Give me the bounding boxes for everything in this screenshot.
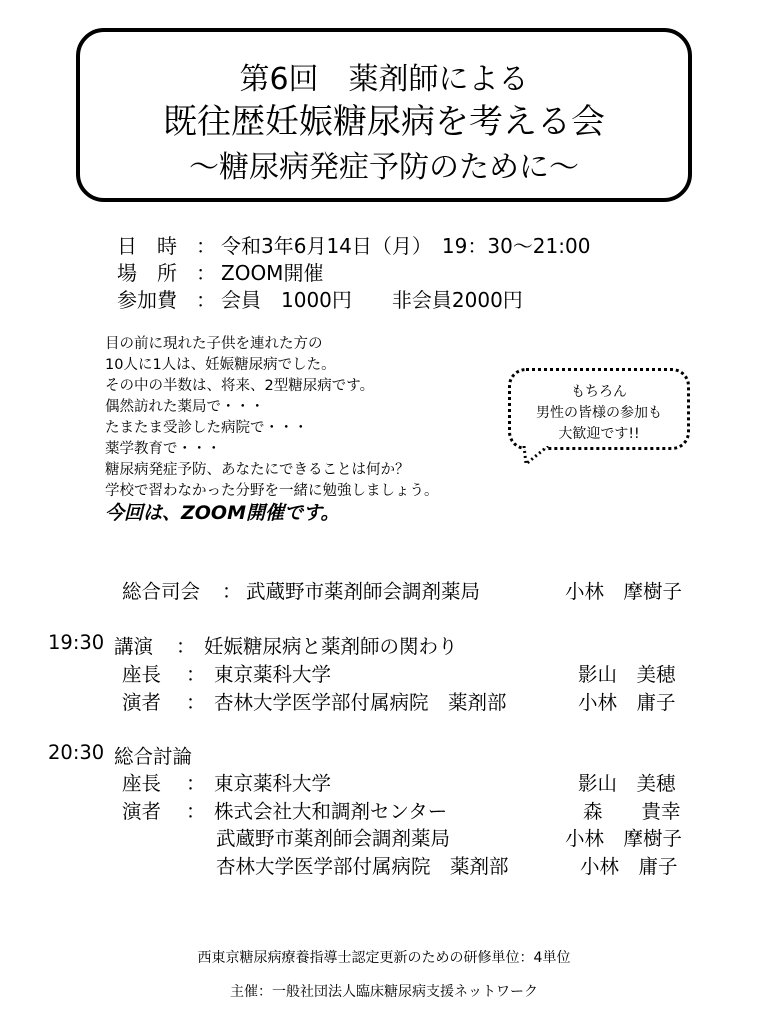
discussion-speakers-colon: ： [186, 800, 206, 823]
lecture-colon: ： [176, 635, 196, 658]
lecture-chair-colon: ： [186, 663, 206, 686]
intro-line: 偶然訪れた薬局で・・・ [105, 399, 265, 415]
speech-bubble [508, 368, 690, 450]
discussion-chair-name: 影山 美穂 [578, 772, 676, 795]
lecture-topic: 妊娠糖尿病と薬剤師の関わり [204, 635, 458, 658]
discussion-speaker-name: 小林 摩樹子 [565, 827, 683, 850]
discussion-time: 20:30 [48, 741, 105, 764]
discussion-speaker-name: 森 貴幸 [583, 800, 681, 823]
intro-line: 目の前に現れた子供を連れた方の [105, 336, 323, 352]
lecture-title: 講演 [114, 635, 154, 658]
discussion-speaker-affiliation: 杏林大学医学部付属病院 薬剤部 [216, 855, 509, 878]
place-label: 場 所 [117, 261, 177, 285]
title-line-2: 既往歴妊娠糖尿病を考える会 [163, 102, 605, 142]
lecture-speaker-affiliation: 杏林大学医学部付属病院 薬剤部 [214, 691, 507, 714]
discussion-speaker-affiliation: 武蔵野市薬剤師会調剤薬局 [216, 827, 451, 850]
intro-line: その中の半数は、将来、2型糖尿病です。 [105, 378, 375, 394]
place-value: ZOOM開催 [221, 261, 324, 285]
place-colon: ： [196, 261, 216, 285]
bubble-line: 大歓迎です!! [558, 426, 640, 442]
fee-label: 参加費 [117, 288, 177, 312]
discussion-chair-affiliation: 東京薬科大学 [214, 772, 332, 795]
discussion-speakers-role: 演者 [122, 800, 162, 823]
bubble-line: 男性の皆様の参加も [536, 405, 662, 421]
title-line-3: ～糖尿病発症予防のために～ [189, 150, 579, 185]
intro-line: 糖尿病発症予防、あなたにできることは何か？ [105, 462, 410, 478]
discussion-speaker-affiliation: 株式会社大和調剤センター [214, 800, 448, 823]
date-value: 令和3年6月14日（月） 19：30～21:00 [221, 234, 591, 258]
title-box [76, 28, 692, 202]
date-colon: ： [196, 234, 216, 258]
moderator-name: 小林 摩樹子 [565, 580, 683, 603]
intro-line: 薬学教育で・・・ [105, 441, 221, 457]
moderator-affiliation: 武蔵野市薬剤師会調剤薬局 [246, 580, 481, 603]
lecture-chair-role: 座長 [122, 663, 162, 686]
discussion-title: 総合討論 [114, 745, 193, 768]
organizer: 主催：一般社団法人臨床糖尿病支援ネットワーク [230, 984, 538, 1000]
lecture-chair-name: 影山 美穂 [578, 663, 676, 686]
credit-note: 西東京糖尿病療養指導士認定更新のための研修単位：4単位 [197, 950, 571, 966]
discussion-speaker-name: 小林 庸子 [580, 855, 678, 878]
lecture-chair-affiliation: 東京薬科大学 [214, 663, 332, 686]
moderator-colon: ： [222, 580, 242, 603]
moderator-role: 総合司会 [122, 580, 201, 603]
lecture-speaker-name: 小林 庸子 [578, 691, 676, 714]
lecture-speaker-colon: ： [186, 691, 206, 714]
discussion-chair-colon: ： [186, 772, 206, 795]
intro-emphasis: 今回は、ZOOM開催です。 [105, 502, 340, 524]
intro-line: 学校で習わなかった分野を一緒に勉強しましょう。 [105, 483, 439, 499]
bubble-tail [514, 446, 554, 468]
bubble-line: もちろん [571, 384, 627, 400]
intro-line: たまたま受診した病院で・・・ [105, 420, 308, 436]
intro-line: 10人に1人は、妊娠糖尿病でした。 [105, 357, 336, 373]
discussion-chair-role: 座長 [122, 772, 162, 795]
lecture-speaker-role: 演者 [122, 691, 162, 714]
title-line-1: 第6回 薬剤師による [239, 62, 529, 97]
lecture-time: 19:30 [48, 631, 105, 654]
fee-value: 会員 1000円 非会員2000円 [221, 288, 523, 312]
fee-colon: ： [196, 288, 216, 312]
date-label: 日 時 [117, 234, 177, 258]
